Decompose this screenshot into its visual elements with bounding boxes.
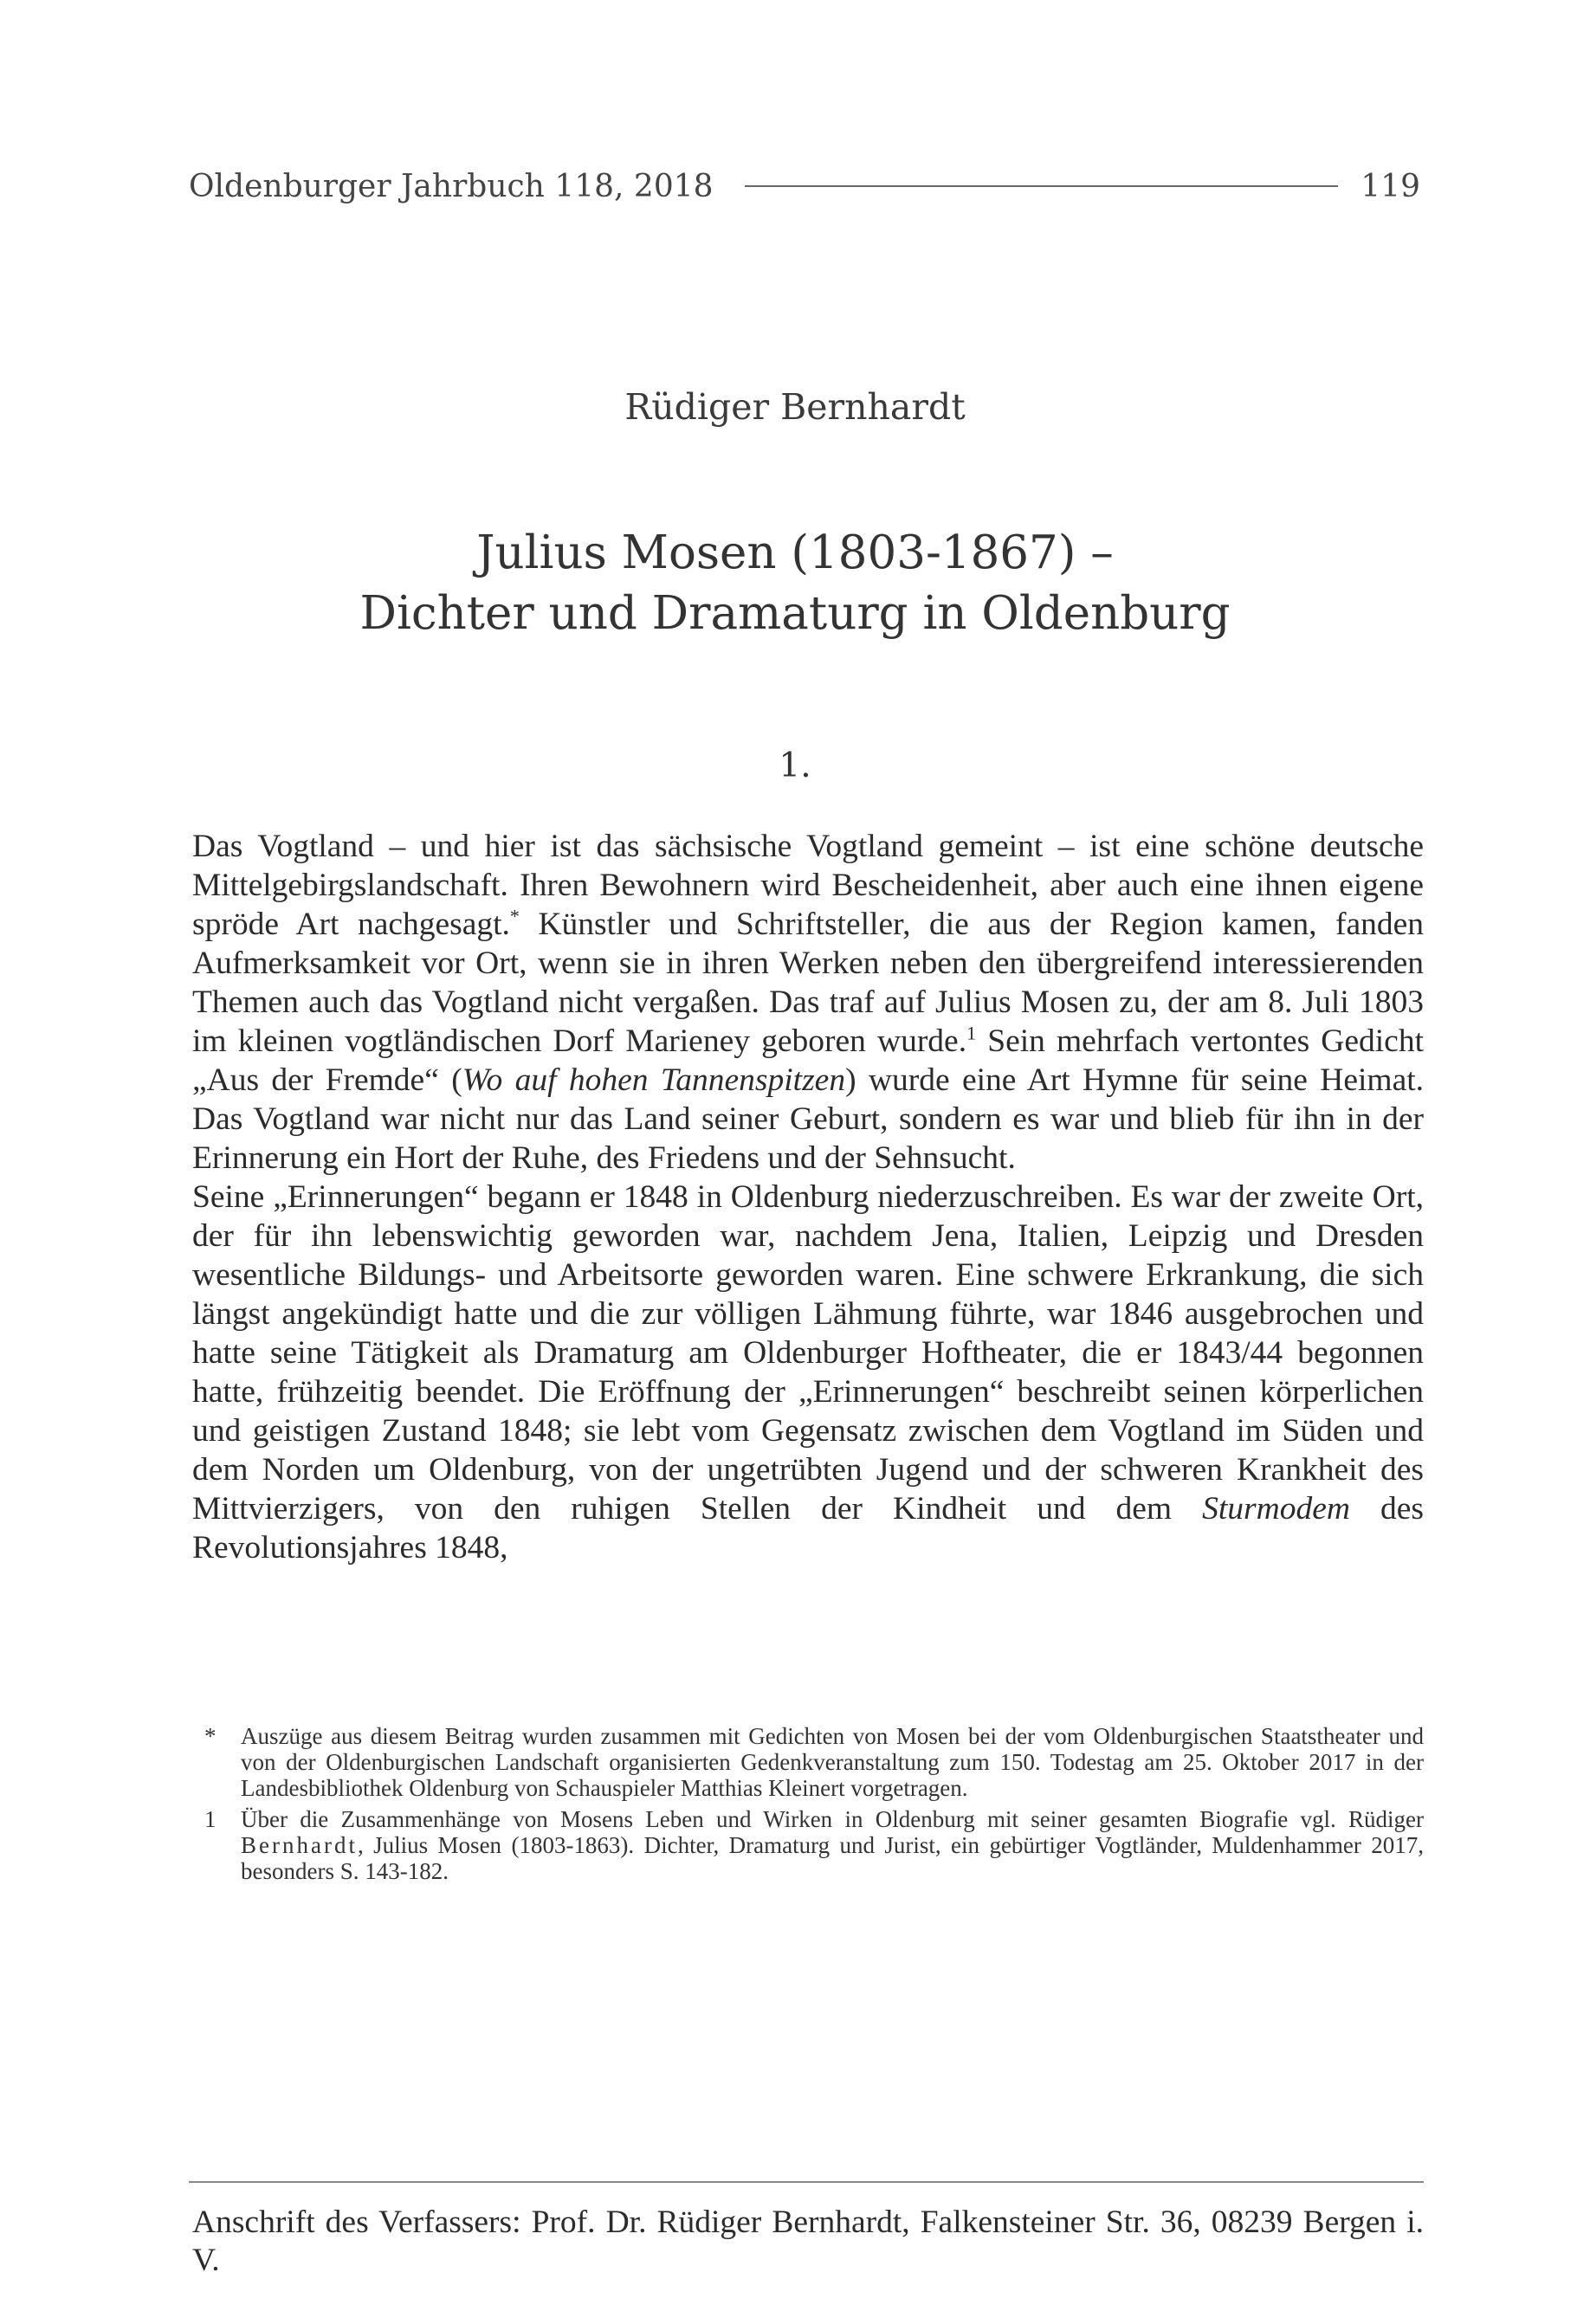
paragraph-1 [192,827,1424,1178]
footnote-marker-1: 1 [204,1806,217,1832]
page-number: 119 [1361,168,1420,204]
address-divider [189,2181,1424,2183]
footnote-1-text-a: Über die Zusammenhänge von Mosens Leben und Wirken in Oldenburg mit seiner gesamten Biografie vgl. Rüdiger [241,1806,1424,1832]
running-head [189,165,1420,208]
paragraph-1-text-b: Künstler und Schriftsteller, die aus der Region kamen, fanden Aufmerksamkeit vor Ort, wenn sie in ihren Werken neben den übergreifend interessierenden Themen auch das Vogtland nicht vergaßen. Das traf auf Julius Mosen zu, der am 8. Juli 1803 im kleinen vogtländischen Dorf Marieney geboren wurde. [192,907,1425,1059]
footnote-ref-1[interactable]: 1 [966,1022,977,1044]
article-title [0,523,1590,644]
footnotes [192,1723,1424,1889]
section-number: 1. [779,746,811,785]
paragraph-2 [192,1178,1424,1567]
journal-title: Oldenburger Jahrbuch 118, 2018 [189,168,714,204]
footnote-1-text-b: , Julius Mosen (1803-1863). Dichter, Dramaturg und Jurist, ein gebürtiger Vogtländer, Muldenhammer 2017, besonders S. 143-182. [241,1832,1424,1884]
author-address: Anschrift des Verfassers: Prof. Dr. Rüdiger Bernhardt, Falkensteiner Str. 36, 08239 Bergen i. V. [192,2205,1424,2278]
header-rule [745,185,1339,187]
poem-title-italic: Wo auf hohen Tannenspitzen [462,1062,846,1098]
footnote-star-text: Auszüge aus diesem Beitrag wurden zusammen mit Gedichten von Mosen bei der vom Oldenburgischen Staatstheater und von der Oldenburgischen Landschaft organisierten Gedenkveranstaltung zum 150. Todestag am 25. Oktober 2017 in der Landesbibliothek Oldenburg von Schauspieler Matthias Kleinert vorgetragen. [241,1723,1424,1801]
paragraph-2-text-b: des Revolutionsjahres 1848, [192,1491,1424,1565]
footnote-ref-star[interactable]: * [509,905,520,927]
paragraph-1-text-a: Das Vogtland – und hier ist das sächsische Vogtland gemeint – ist eine schöne deutsche Mittelgebirgslandschaft. Ihren Bewohnern wird Bescheidenheit, aber auch eine ihnen eigene spröde Art nachgesagt. [192,829,1424,942]
paragraph-1-text-c: Sein mehrfach vertontes Gedicht „Aus der Fremde“ ( [192,1023,1424,1098]
article-author: Rüdiger Bernhardt [624,386,966,428]
footnote-1 [192,1806,1424,1884]
footnote-1-author-spaced: Bernhardt [241,1832,358,1858]
article-title-line-2: Dichter und Dramaturg in Oldenburg [359,587,1231,640]
paragraph-1-text-d: ) wurde eine Art Hymne für seine Heimat. Das Vogtland war nicht nur das Land seiner Geburt, sondern es war und blieb für ihn in der Erinnerung ein Hort der Ruhe, des Friedens und der Sehnsucht. [192,1062,1425,1176]
sturmodem-italic: Sturmodem [1202,1491,1350,1527]
footnote-star [192,1723,1424,1801]
paragraph-2-text-a: Seine „Erinnerungen“ begann er 1848 in Oldenburg niederzuschreiben. Es war der zweite Ort, der für ihn lebenswichtig geworden war, nachdem Jena, Italien, Leipzig und Dresden wesentliche Bildungs- und Arbeitsorte geworden waren. Eine schwere Erkrankung, die sich längst angekündigt hatte und die zur völligen Lähmung führte, war 1846 ausgebrochen und hatte seine Tätigkeit als Dramaturg am Oldenburger Hoftheater, die er 1843/44 begonnen hatte, frühzeitig beendet. Die Eröffnung der „Erinnerungen“ beschreibt seinen körperlichen und geistigen Zustand 1848; sie lebt vom Gegensatz zwischen dem Vogtland im Süden und dem Norden um Oldenburg, von der ungetrübten Jugend und der schweren Krankheit des Mittvierzigers, von den ruhigen Stellen der Kindheit und dem [192,1179,1424,1527]
body-text [192,827,1424,1567]
footnote-marker-star: * [204,1723,217,1749]
article-title-line-1: Julius Mosen (1803-1867) – [476,526,1114,579]
